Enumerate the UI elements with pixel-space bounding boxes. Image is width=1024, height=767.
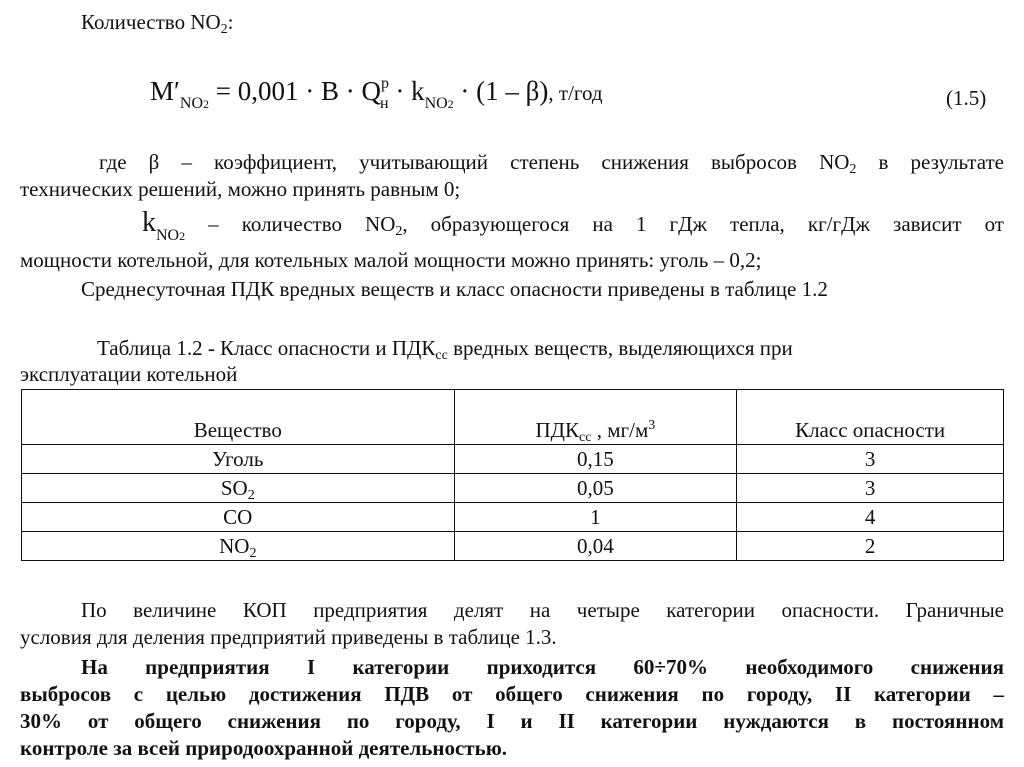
- formula-number: (1.5): [946, 86, 987, 110]
- class-cell: 3: [737, 474, 1004, 503]
- table-row: [22, 445, 1004, 474]
- substance-cell: CO: [22, 503, 455, 532]
- section-heading: Количество $NO_2$:: [81, 10, 234, 37]
- formula-1-5: $M'_{NO2} = 0,001 \cdot B \cdot Q^р_н \cdot k_{NO2} \cdot (1 - \beta)$, т/год: [150, 75, 603, 112]
- table-caption-line1: Таблица 1.2 - Класс опасности и $ПДК_{сс}$ вредных веществ, выделяющихся при: [97, 336, 793, 363]
- k-definition-line3: Среднесуточная ПДК вредных веществ и класс опасности приведены в таблице 1.2: [81, 277, 828, 301]
- header-hazard-class: Класс опасности: [737, 390, 1004, 445]
- pdk-cell: 0,04: [454, 532, 737, 561]
- substance-cell: Уголь: [22, 445, 455, 474]
- beta-definition-line2: технических решений, можно принять равным 0;: [20, 177, 461, 201]
- bold-paragraph-line2: выбросов с целью достижения ПДВ от общего снижения по городу, II категории –: [20, 682, 1004, 706]
- substance-cell: $NO_2$: [22, 532, 455, 561]
- class-cell: 4: [737, 503, 1004, 532]
- bold-paragraph-line4: контроле за всей природоохранной деятельностью.: [20, 736, 508, 760]
- table-caption-line2: эксплуатации котельной: [20, 362, 238, 386]
- table-header-row: [22, 390, 1004, 445]
- pdk-cell: 0,15: [454, 445, 737, 474]
- substance-cell: $SO_2$: [22, 474, 455, 503]
- kop-paragraph-line2: условия для деления предприятий приведены в таблице 1.3.: [20, 625, 557, 649]
- pdk-cell: 1: [454, 503, 737, 532]
- class-cell: 2: [737, 532, 1004, 561]
- table-row: [22, 474, 1004, 503]
- class-cell: 3: [737, 445, 1004, 474]
- beta-definition-line1: где β – коэффициент, учитывающий степень снижения выбросов $NO_2$ в результате: [99, 150, 1004, 177]
- pdk-cell: 0,05: [454, 474, 737, 503]
- header-substance: Вещество: [22, 390, 455, 445]
- k-definition-line1: $k_{NO2}$ – количество $NO_2$, образующегося на 1 гДж тепла, кг/гДж зависит от: [142, 207, 1004, 244]
- bold-paragraph-line1: На предприятия I категории приходится 60÷70% необходимого снижения: [81, 655, 1004, 679]
- header-pdk: $ПДК_{сс}$ , $мг/м^3$: [454, 390, 737, 445]
- table-row: [22, 503, 1004, 532]
- table-row: [22, 532, 1004, 561]
- kop-paragraph-line1: По величине КОП предприятия делят на четыре категории опасности. Граничные: [81, 598, 1004, 622]
- hazard-table: [21, 389, 1004, 561]
- bold-paragraph-line3: 30% от общего снижения по городу, I и II категории нуждаются в постоянном: [20, 709, 1004, 733]
- k-definition-line2: мощности котельной, для котельных малой мощности можно принять: уголь – 0,2;: [20, 248, 762, 272]
